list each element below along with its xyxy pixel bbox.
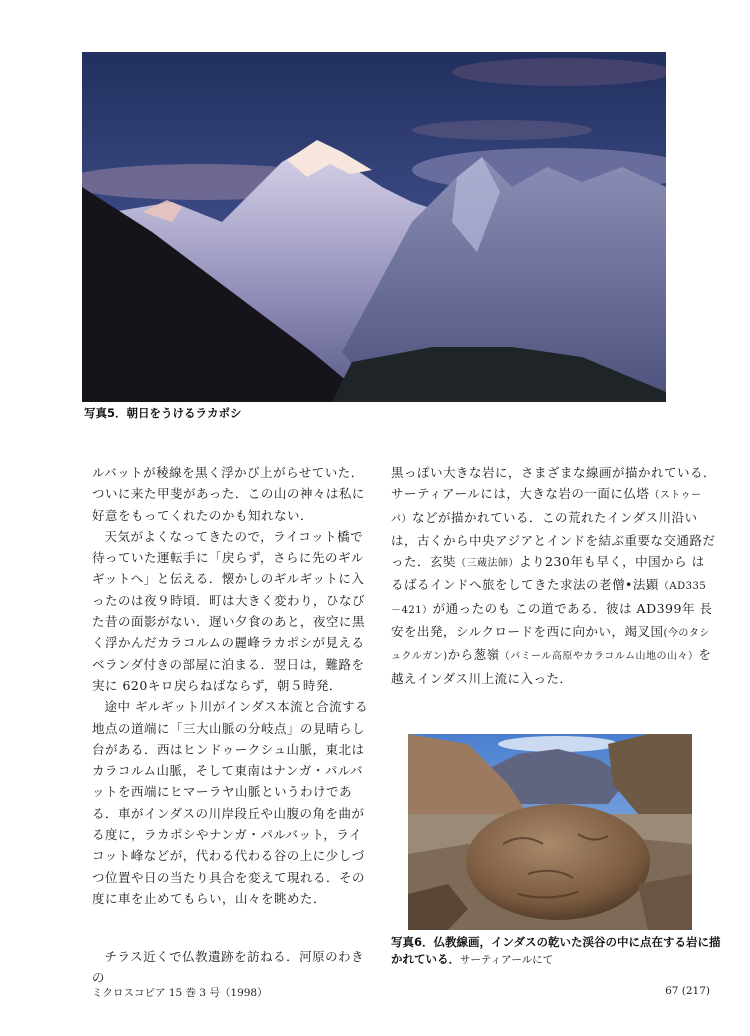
left-column-bottom bbox=[92, 946, 372, 989]
pamir-note: （パミール高原やカラコルム山地の山々） bbox=[499, 651, 699, 663]
paragraph-3: 途中 ギルギット川がインダス本流と合流する地点の道端に「三大山脈の分岐点」の見晴らし台がある．西はヒンドゥークシュ山脈，東北はカラコルム山脈，そして東南はナンガ・パルバットを西端にヒマーラヤ山脈というわけである．車がインダスの川岸段丘や山腹の角を曲がる度に，ラカポシやナンガ・パルバット，ライコット峰などが，代わる代わる谷の上に少しづつ位置や日の当たり具合を変えて現れる．その度に車を止めてもらい，山々を眺めた． bbox=[92, 699, 369, 906]
rock-carving-photo bbox=[408, 734, 692, 930]
right-text-6: を越えインダス川上流に入った． bbox=[391, 647, 712, 686]
stupa-note: （ストゥーパ） bbox=[391, 490, 702, 525]
tashkurgan-note: (今のタシュクルガン) bbox=[391, 628, 710, 663]
rakaposhi-image bbox=[82, 52, 666, 402]
photo6-caption-bold: 写真6．仏教線画，インダスの乾いた渓谷の中に点在する岩に描かれている． bbox=[391, 935, 721, 966]
right-text-5: から葱嶺 bbox=[447, 647, 500, 663]
right-paragraph bbox=[391, 462, 716, 689]
photo6-caption-location: サーティアールにて bbox=[460, 954, 554, 966]
right-text-2: などが描かれている．この荒れたインダス川沿いは，古くから中央アジアとインドを結ぶ重要な交通路だった．玄奘 bbox=[391, 509, 716, 570]
right-column bbox=[391, 462, 716, 689]
paragraph-4: チラス近くで仏教遺跡を訪ねる．河原のわきの bbox=[92, 949, 365, 986]
photo5-caption: 写真5．朝日をうけるラカポシ bbox=[84, 406, 242, 420]
xuanzang-note: （三蔵法師） bbox=[456, 558, 520, 570]
rock-carving-image bbox=[408, 734, 692, 930]
right-text-3: より230年も早く，中国から はるばるインドへ旅をしてきた求法の老僧•法顕 bbox=[391, 554, 705, 593]
journal-citation: ミクロスコピア 15 巻 3 号（1998） bbox=[92, 987, 268, 999]
rakaposhi-photo bbox=[82, 52, 666, 402]
page-number: 67 (217) bbox=[665, 985, 710, 997]
paragraph-2: 天気がよくなってきたので，ライコット橋で待っていた運転手に「戻らず，さらに先のギルギットへ」と伝える．懐かしのギルギットに入ったのは夜９時頃．町は大きく変わり，ひなびた昔の面影がない．遅い夕食のあと，夜空に黒く浮かんだカラコルムの麗峰ラカポシが見えるベランダ付きの部屋に泊まる．翌日は，難路を実に 620キロ戻らねばならず，朝５時発． bbox=[92, 528, 366, 693]
paragraph-1: ルバットが稜線を黒く浮かび上がらせていた．ついに来た甲斐があった．この山の神々は私に好意をもってくれたのかも知れない． bbox=[92, 465, 365, 523]
right-text-4: が通ったのも この道である．彼は AD399年 長安を出発，シルクロードを西に向かい，竭叉国 bbox=[391, 600, 713, 640]
left-column bbox=[92, 462, 372, 909]
photo6-caption bbox=[391, 934, 721, 969]
faxian-dates-note: （AD335－421） bbox=[391, 581, 707, 616]
right-text-1: 黒っぽい大きな岩に，さまざまな線画が描かれている．サーティアールには，大きな岩の一面に仏塔 bbox=[391, 465, 717, 502]
